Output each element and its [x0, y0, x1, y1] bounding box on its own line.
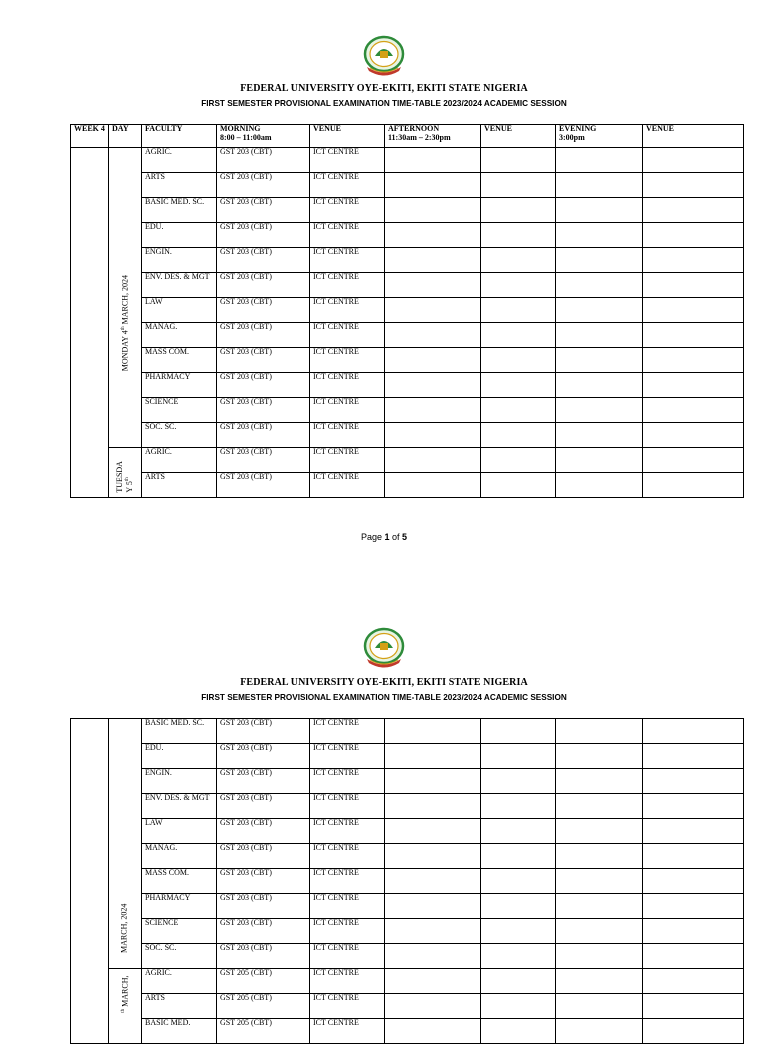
morning-course-cell: GST 203 (CBT) [217, 769, 310, 794]
morning-venue-cell: ICT CENTRE [310, 919, 385, 944]
day-label-continued: MARCH, 2024 [119, 903, 129, 953]
morning-course-cell: GST 203 (CBT) [217, 298, 310, 323]
evening-venue-cell [643, 919, 744, 944]
header-venue-3: VENUE [643, 125, 744, 148]
afternoon-course-cell [385, 894, 481, 919]
timetable-table-page-2 [70, 718, 744, 1044]
faculty-cell: EDU. [142, 744, 217, 769]
morning-venue-cell: ICT CENTRE [310, 744, 385, 769]
morning-venue-cell: ICT CENTRE [310, 448, 385, 473]
evening-venue-cell [643, 969, 744, 994]
faculty-cell: ENV. DES. & MGT [142, 273, 217, 298]
morning-venue-cell: ICT CENTRE [310, 248, 385, 273]
header-morning-time: 8:00 – 11:00am [220, 132, 272, 142]
evening-course-cell [556, 994, 643, 1019]
morning-course-cell: GST 203 (CBT) [217, 448, 310, 473]
table-header-row [71, 125, 744, 148]
afternoon-course-cell [385, 919, 481, 944]
morning-course-cell: GST 203 (CBT) [217, 919, 310, 944]
morning-course-cell: GST 203 (CBT) [217, 944, 310, 969]
evening-venue-cell [643, 844, 744, 869]
afternoon-course-cell [385, 348, 481, 373]
table-row [71, 769, 744, 794]
evening-course-cell [556, 223, 643, 248]
morning-venue-cell: ICT CENTRE [310, 969, 385, 994]
afternoon-venue-cell [481, 794, 556, 819]
evening-venue-cell [643, 173, 744, 198]
faculty-cell: ENV. DES. & MGT [142, 794, 217, 819]
table-row [71, 1019, 744, 1044]
table-row [71, 894, 744, 919]
table-row [71, 148, 744, 173]
evening-course-cell [556, 844, 643, 869]
morning-venue-cell: ICT CENTRE [310, 1019, 385, 1044]
evening-course-cell [556, 323, 643, 348]
morning-course-cell: GST 203 (CBT) [217, 398, 310, 423]
evening-venue-cell [643, 348, 744, 373]
afternoon-course-cell [385, 794, 481, 819]
faculty-cell: SOC. SC. [142, 423, 217, 448]
afternoon-course-cell [385, 198, 481, 223]
afternoon-venue-cell [481, 894, 556, 919]
table-row [71, 248, 744, 273]
table-row [71, 819, 744, 844]
morning-venue-cell: ICT CENTRE [310, 323, 385, 348]
header-faculty: FACULTY [142, 125, 217, 148]
afternoon-course-cell [385, 373, 481, 398]
morning-course-cell: GST 203 (CBT) [217, 373, 310, 398]
evening-course-cell [556, 919, 643, 944]
header-afternoon-time: 11:30am – 2:30pm [388, 132, 451, 142]
morning-course-cell: GST 205 (CBT) [217, 969, 310, 994]
faculty-cell: AGRIC. [142, 448, 217, 473]
morning-course-cell: GST 203 (CBT) [217, 719, 310, 744]
university-crest-icon [359, 34, 409, 78]
morning-venue-cell: ICT CENTRE [310, 994, 385, 1019]
afternoon-course-cell [385, 844, 481, 869]
evening-venue-cell [643, 248, 744, 273]
evening-course-cell [556, 869, 643, 894]
page-2 [0, 560, 768, 1027]
evening-course-cell [556, 719, 643, 744]
evening-venue-cell [643, 1019, 744, 1044]
evening-course-cell [556, 819, 643, 844]
table-row [71, 719, 744, 744]
faculty-cell: PHARMACY [142, 373, 217, 398]
afternoon-venue-cell [481, 248, 556, 273]
morning-venue-cell: ICT CENTRE [310, 273, 385, 298]
morning-course-cell: GST 203 (CBT) [217, 148, 310, 173]
evening-course-cell [556, 744, 643, 769]
morning-course-cell: GST 203 (CBT) [217, 248, 310, 273]
day-label-next: $^{th}$ MARCH, [120, 975, 130, 1013]
header-afternoon-label: AFTERNOON [388, 124, 440, 133]
table-row [71, 298, 744, 323]
morning-venue-cell: ICT CENTRE [310, 819, 385, 844]
morning-venue-cell: ICT CENTRE [310, 348, 385, 373]
evening-venue-cell [643, 448, 744, 473]
afternoon-venue-cell [481, 173, 556, 198]
afternoon-course-cell [385, 944, 481, 969]
table-row [71, 869, 744, 894]
faculty-cell: MASS COM. [142, 869, 217, 894]
evening-course-cell [556, 969, 643, 994]
page-number [0, 532, 768, 542]
table-row [71, 198, 744, 223]
faculty-cell: BASIC MED. SC. [142, 719, 217, 744]
afternoon-venue-cell [481, 198, 556, 223]
evening-course-cell [556, 148, 643, 173]
afternoon-venue-cell [481, 373, 556, 398]
morning-venue-cell: ICT CENTRE [310, 298, 385, 323]
morning-course-cell: GST 203 (CBT) [217, 198, 310, 223]
header-venue-1: VENUE [310, 125, 385, 148]
afternoon-venue-cell [481, 869, 556, 894]
afternoon-venue-cell [481, 944, 556, 969]
afternoon-venue-cell [481, 398, 556, 423]
evening-venue-cell [643, 994, 744, 1019]
evening-course-cell [556, 373, 643, 398]
header-week: WEEK 4 [71, 125, 109, 148]
table-row [71, 994, 744, 1019]
day-cell-monday [109, 148, 142, 448]
morning-course-cell: GST 205 (CBT) [217, 994, 310, 1019]
header-morning-label: MORNING [220, 124, 261, 133]
day-cell-continued [109, 719, 142, 969]
table-row [71, 844, 744, 869]
header-venue-2: VENUE [481, 125, 556, 148]
afternoon-venue-cell [481, 448, 556, 473]
evening-venue-cell [643, 198, 744, 223]
page-label: Page [360, 532, 382, 542]
week-cell [71, 719, 109, 1044]
evening-venue-cell [643, 223, 744, 248]
evening-course-cell [556, 298, 643, 323]
morning-course-cell: GST 205 (CBT) [217, 1019, 310, 1044]
afternoon-venue-cell [481, 348, 556, 373]
header-day: DAY [109, 125, 142, 148]
table-row [71, 448, 744, 473]
faculty-cell: ENGIN. [142, 769, 217, 794]
afternoon-course-cell [385, 869, 481, 894]
afternoon-course-cell [385, 994, 481, 1019]
timetable-subtitle: FIRST SEMESTER PROVISIONAL EXAMINATION TIME-TABLE 2023/2024 ACADEMIC SESSION [201, 693, 567, 702]
evening-course-cell [556, 448, 643, 473]
afternoon-course-cell [385, 819, 481, 844]
morning-course-cell: GST 203 (CBT) [217, 819, 310, 844]
table-row [71, 348, 744, 373]
evening-course-cell [556, 423, 643, 448]
faculty-cell: ENGIN. [142, 248, 217, 273]
afternoon-course-cell [385, 969, 481, 994]
morning-venue-cell: ICT CENTRE [310, 844, 385, 869]
timetable-subtitle: FIRST SEMESTER PROVISIONAL EXAMINATION TIME-TABLE 2023/2024 ACADEMIC SESSION [201, 99, 567, 108]
afternoon-course-cell [385, 744, 481, 769]
table-row [71, 473, 744, 498]
afternoon-venue-cell [481, 919, 556, 944]
table-row [71, 398, 744, 423]
faculty-cell: LAW [142, 819, 217, 844]
day-cell-tuesday [109, 448, 142, 498]
faculty-cell: ARTS [142, 994, 217, 1019]
faculty-cell: ARTS [142, 173, 217, 198]
header-evening-label: EVENING [559, 124, 597, 133]
afternoon-venue-cell [481, 223, 556, 248]
morning-course-cell: GST 203 (CBT) [217, 844, 310, 869]
afternoon-course-cell [385, 719, 481, 744]
morning-course-cell: GST 203 (CBT) [217, 869, 310, 894]
faculty-cell: AGRIC. [142, 148, 217, 173]
afternoon-course-cell [385, 448, 481, 473]
header-afternoon [385, 125, 481, 148]
afternoon-venue-cell [481, 844, 556, 869]
evening-course-cell [556, 894, 643, 919]
afternoon-venue-cell [481, 273, 556, 298]
evening-venue-cell [643, 373, 744, 398]
header-evening-time: 3:00pm [559, 132, 585, 142]
morning-venue-cell: ICT CENTRE [310, 869, 385, 894]
table-row [71, 373, 744, 398]
morning-venue-cell: ICT CENTRE [310, 398, 385, 423]
header-evening [556, 125, 643, 148]
table-row [71, 323, 744, 348]
evening-venue-cell [643, 794, 744, 819]
evening-course-cell [556, 794, 643, 819]
morning-venue-cell: ICT CENTRE [310, 198, 385, 223]
table-row [71, 944, 744, 969]
evening-course-cell [556, 198, 643, 223]
morning-venue-cell: ICT CENTRE [310, 473, 385, 498]
evening-venue-cell [643, 894, 744, 919]
timetable-table-page-1 [70, 124, 744, 498]
afternoon-course-cell [385, 769, 481, 794]
morning-course-cell: GST 203 (CBT) [217, 744, 310, 769]
faculty-cell: SCIENCE [142, 398, 217, 423]
afternoon-venue-cell [481, 969, 556, 994]
evening-course-cell [556, 1019, 643, 1044]
faculty-cell: EDU. [142, 223, 217, 248]
table-row [71, 744, 744, 769]
day-label-tuesday: TUESDA Y 5th [115, 461, 134, 493]
morning-course-cell: GST 203 (CBT) [217, 223, 310, 248]
evening-venue-cell [643, 473, 744, 498]
table-row [71, 173, 744, 198]
page-current: 1 [384, 532, 390, 542]
evening-venue-cell [643, 869, 744, 894]
evening-course-cell [556, 473, 643, 498]
faculty-cell: BASIC MED. [142, 1019, 217, 1044]
evening-venue-cell [643, 298, 744, 323]
afternoon-course-cell [385, 173, 481, 198]
page-total: 5 [402, 532, 408, 542]
morning-venue-cell: ICT CENTRE [310, 373, 385, 398]
afternoon-venue-cell [481, 744, 556, 769]
morning-course-cell: GST 203 (CBT) [217, 894, 310, 919]
afternoon-course-cell [385, 298, 481, 323]
afternoon-venue-cell [481, 1019, 556, 1044]
afternoon-venue-cell [481, 423, 556, 448]
afternoon-course-cell [385, 273, 481, 298]
evening-venue-cell [643, 944, 744, 969]
evening-venue-cell [643, 323, 744, 348]
evening-venue-cell [643, 148, 744, 173]
morning-course-cell: GST 203 (CBT) [217, 473, 310, 498]
faculty-cell: PHARMACY [142, 894, 217, 919]
evening-course-cell [556, 273, 643, 298]
week-cell [71, 148, 109, 498]
afternoon-venue-cell [481, 719, 556, 744]
afternoon-venue-cell [481, 148, 556, 173]
afternoon-venue-cell [481, 769, 556, 794]
evening-course-cell [556, 348, 643, 373]
table-row [71, 969, 744, 994]
evening-venue-cell [643, 273, 744, 298]
morning-venue-cell: ICT CENTRE [310, 944, 385, 969]
morning-course-cell: GST 203 (CBT) [217, 323, 310, 348]
morning-venue-cell: ICT CENTRE [310, 719, 385, 744]
faculty-cell: MANAG. [142, 323, 217, 348]
table-row [71, 423, 744, 448]
faculty-cell: ARTS [142, 473, 217, 498]
afternoon-course-cell [385, 148, 481, 173]
university-crest-icon [359, 626, 409, 670]
morning-course-cell: GST 203 (CBT) [217, 423, 310, 448]
morning-venue-cell: ICT CENTRE [310, 794, 385, 819]
afternoon-venue-cell [481, 298, 556, 323]
evening-venue-cell [643, 719, 744, 744]
university-title: FEDERAL UNIVERSITY OYE-EKITI, EKITI STATE NIGERIA [240, 677, 528, 688]
evening-venue-cell [643, 398, 744, 423]
afternoon-course-cell [385, 323, 481, 348]
faculty-cell: LAW [142, 298, 217, 323]
afternoon-venue-cell [481, 323, 556, 348]
afternoon-course-cell [385, 223, 481, 248]
evening-venue-cell [643, 423, 744, 448]
afternoon-course-cell [385, 473, 481, 498]
faculty-cell: MANAG. [142, 844, 217, 869]
afternoon-venue-cell [481, 473, 556, 498]
morning-venue-cell: ICT CENTRE [310, 894, 385, 919]
morning-venue-cell: ICT CENTRE [310, 769, 385, 794]
evening-venue-cell [643, 744, 744, 769]
morning-course-cell: GST 203 (CBT) [217, 348, 310, 373]
evening-venue-cell [643, 769, 744, 794]
evening-course-cell [556, 398, 643, 423]
afternoon-course-cell [385, 398, 481, 423]
table-row [71, 919, 744, 944]
morning-venue-cell: ICT CENTRE [310, 173, 385, 198]
table-row [71, 273, 744, 298]
faculty-cell: SOC. SC. [142, 944, 217, 969]
afternoon-venue-cell [481, 994, 556, 1019]
afternoon-course-cell [385, 248, 481, 273]
afternoon-course-cell [385, 423, 481, 448]
morning-venue-cell: ICT CENTRE [310, 423, 385, 448]
day-cell-next [109, 969, 142, 1044]
university-title: FEDERAL UNIVERSITY OYE-EKITI, EKITI STATE NIGERIA [240, 83, 528, 94]
day-label-monday: MONDAY 4th MARCH, 2024 [120, 275, 130, 372]
evening-course-cell [556, 173, 643, 198]
morning-venue-cell: ICT CENTRE [310, 223, 385, 248]
faculty-cell: BASIC MED. SC. [142, 198, 217, 223]
afternoon-course-cell [385, 1019, 481, 1044]
header-morning [217, 125, 310, 148]
faculty-cell: AGRIC. [142, 969, 217, 994]
evening-course-cell [556, 248, 643, 273]
morning-course-cell: GST 203 (CBT) [217, 273, 310, 298]
morning-course-cell: GST 203 (CBT) [217, 173, 310, 198]
page-of: of [392, 532, 400, 542]
evening-venue-cell [643, 819, 744, 844]
evening-course-cell [556, 769, 643, 794]
afternoon-venue-cell [481, 819, 556, 844]
morning-venue-cell: ICT CENTRE [310, 148, 385, 173]
faculty-cell: SCIENCE [142, 919, 217, 944]
table-row [71, 794, 744, 819]
morning-course-cell: GST 203 (CBT) [217, 794, 310, 819]
evening-course-cell [556, 944, 643, 969]
table-row [71, 223, 744, 248]
faculty-cell: MASS COM. [142, 348, 217, 373]
